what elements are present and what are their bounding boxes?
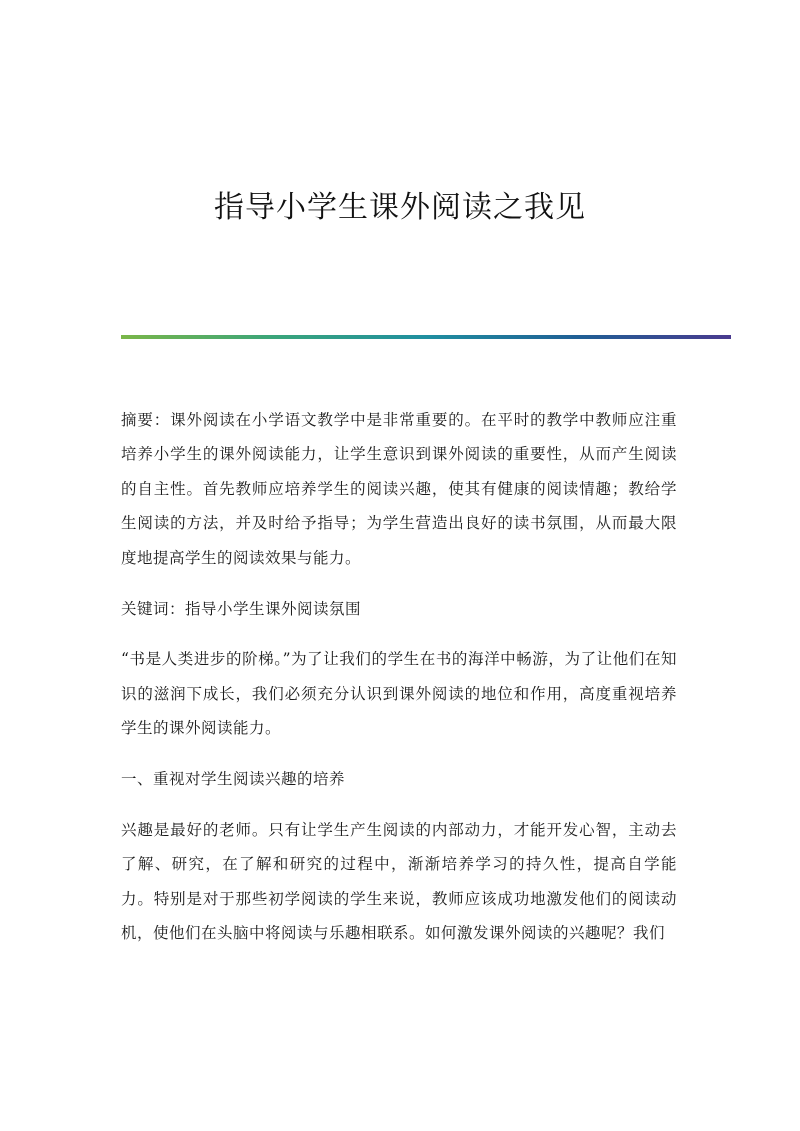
abstract-paragraph: 摘要：课外阅读在小学语文教学中是非常重要的。在平时的教学中教师应注重培养小学生的课外阅读能力，让学生意识到课外阅读的重要性，从而产生阅读的自主性。首先教师应培养学生的阅读兴趣，使其有健康的阅读情趣；教给学生阅读的方法，并及时给予指导；为学生营造出良好的读书氛围，从而最大限度地提高学生的阅读效果与能力。 xyxy=(121,411,677,567)
document-title: 指导小学生课外阅读之我见 xyxy=(214,190,586,225)
document-body xyxy=(121,403,677,967)
section-heading: 一、重视对学生阅读兴趣的培养 xyxy=(121,770,346,789)
keywords-paragraph: 关键词：指导小学生课外阅读氛围 xyxy=(121,599,362,618)
section-paragraph: 兴趣是最好的老师。只有让学生产生阅读的内部动力，才能开发心智，主动去了解、研究，在了解和研究的过程中，渐渐培养学习的持久性，提高自学能力。特别是对于那些初学阅读的学生来说，教师应该成功地激发他们的阅读动机，使他们在头脑中将阅读与乐趣相联系。如何激发课外阅读的兴趣呢？我们 xyxy=(121,821,677,943)
intro-paragraph: “书是人类进步的阶梯。”为了让我们的学生在书的海洋中畅游，为了让他们在知识的滋润下成长，我们必须充分认识到课外阅读的地位和作用，高度重视培养学生的课外阅读能力。 xyxy=(121,650,677,738)
title-divider xyxy=(121,335,731,339)
